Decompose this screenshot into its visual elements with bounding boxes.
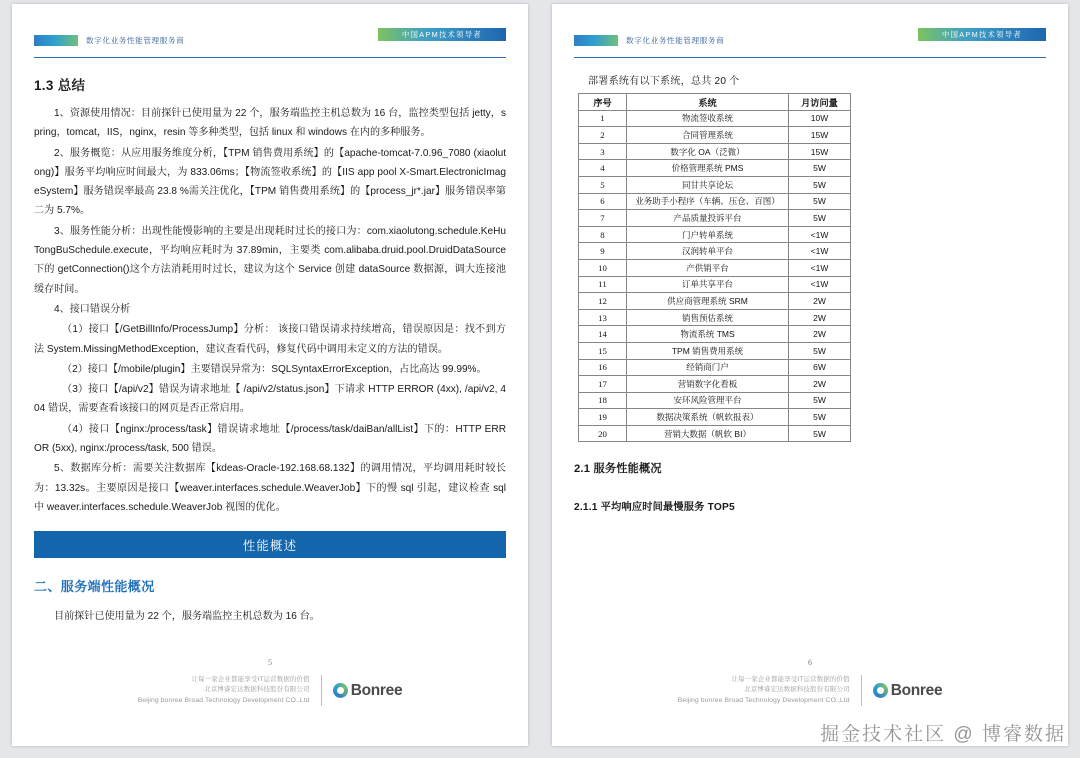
header-title: 数字化业务性能管理服务商 (86, 36, 185, 45)
page-footer-right (574, 658, 1046, 706)
table-body (579, 110, 851, 442)
cell-monthly-visits: 5W (789, 176, 851, 193)
table-row (579, 293, 851, 310)
section-title-1-3: 1.3 总结 (34, 78, 86, 93)
table-row (579, 210, 851, 227)
cell-monthly-visits: 15W (789, 127, 851, 144)
cell-monthly-visits: 10W (789, 110, 851, 127)
footer-company-en: Beijing bonree Broad Technology Development CO.,Ltd (677, 697, 850, 704)
cell-monthly-visits: <1W (789, 243, 851, 260)
cell-index: 5 (579, 176, 627, 193)
cell-index: 15 (579, 342, 627, 359)
footer-brand (333, 682, 403, 700)
header-badge: 中国APM技术领导者 (918, 28, 1046, 41)
cell-system-name: 营销数字化看板 (627, 376, 789, 393)
cell-index: 17 (579, 376, 627, 393)
page-footer-left (34, 658, 506, 706)
footer-divider (861, 675, 862, 706)
cell-monthly-visits: <1W (789, 276, 851, 293)
cell-index: 14 (579, 326, 627, 343)
bonree-gradient-logo-icon (574, 35, 618, 46)
table-column-header-1: 系统 (627, 94, 789, 111)
cell-index: 9 (579, 243, 627, 260)
document-page-right (552, 4, 1068, 746)
cell-system-name: 业务助手小程序（车辆、压仓、百图） (627, 193, 789, 210)
cell-system-name: 销售预估系统 (627, 309, 789, 326)
footer-company-cn: 北京博睿宏达数据科技股份有限公司 (204, 686, 310, 693)
header-title: 数字化业务性能管理服务商 (626, 36, 725, 45)
table-row (579, 309, 851, 326)
table-row (579, 226, 851, 243)
sub-item-4: （4）接口【nginx:/process/task】错误请求地址【/process/task/daiBan/allList】下的：HTTP ERROR (5xx), nginx:/process/task, 500 错误。 (34, 423, 506, 455)
cell-monthly-visits: 5W (789, 342, 851, 359)
cell-system-name: 产供销平台 (627, 259, 789, 276)
table-row (579, 276, 851, 293)
footer-slogan: 让每一家企业都能享受IT运营数据的价值 (731, 676, 850, 683)
footer-company-cn: 北京博睿宏达数据科技股份有限公司 (744, 686, 850, 693)
watermark: 掘金技术社区 @ 博睿数据 (820, 724, 1066, 745)
cell-system-name: 安环风险管理平台 (627, 392, 789, 409)
brand-name: Bonree (350, 681, 403, 699)
bonree-circle-logo-icon (873, 683, 888, 698)
cell-index: 18 (579, 392, 627, 409)
cell-system-name: 同甘共享论坛 (627, 176, 789, 193)
table-row (579, 259, 851, 276)
cell-system-name: 数据决策系统（帆软报表） (627, 409, 789, 426)
header-badge: 中国APM技术领导者 (378, 28, 506, 41)
paragraph-3: 3、服务性能分析：出现性能慢影响的主要是出现耗时过长的接口为：com.xiaolutong.schedule.KeHuTongBuSchedule.execute，平均响应耗时为 37.89min，主要类 com.alibaba.druid.pool.DruidDataSource 下的 getConnection()这个方法消耗用时过长，建议为这个 Service 创建 dataSource 数据源，调大连接池缓存时间。 (34, 225, 506, 295)
table-row (579, 127, 851, 144)
cell-index: 11 (579, 276, 627, 293)
cell-index: 6 (579, 193, 627, 210)
cell-monthly-visits: 6W (789, 359, 851, 376)
page-number: 6 (808, 658, 812, 667)
table-row (579, 243, 851, 260)
cell-index: 7 (579, 210, 627, 227)
cell-index: 4 (579, 160, 627, 177)
paragraph-1: 1、资源使用情况：目前探针已使用量为 22 个，服务端监控主机总数为 16 台，监控类型包括 jetty，spring，tomcat，IIS，nginx，resin 等多种类型，包括 linux 和 windows 在内的多种服务。 (34, 108, 506, 139)
footer-company-en: Beijing bonree Broad Technology Development CO.,Ltd (137, 697, 310, 704)
table-row (579, 326, 851, 343)
footer-slogan: 让每一家企业都能享受IT运营数据的价值 (191, 676, 310, 683)
cell-system-name: 产品质量投诉平台 (627, 210, 789, 227)
cell-index: 16 (579, 359, 627, 376)
cell-monthly-visits: 2W (789, 293, 851, 310)
bonree-gradient-logo-icon (34, 35, 78, 46)
table-header-row (579, 94, 851, 111)
cell-system-name: 汉润转单平台 (627, 243, 789, 260)
cell-monthly-visits: <1W (789, 226, 851, 243)
table-row (579, 359, 851, 376)
table-row (579, 110, 851, 127)
cell-monthly-visits: 5W (789, 160, 851, 177)
cell-system-name: 门户转单系统 (627, 226, 789, 243)
cell-monthly-visits: 2W (789, 376, 851, 393)
paragraph-4: 4、接口错误分析 (54, 303, 131, 315)
table-row (579, 425, 851, 442)
cell-monthly-visits: 15W (789, 143, 851, 160)
cell-index: 13 (579, 309, 627, 326)
cell-system-name: 营销大数据（帆软 BI） (627, 425, 789, 442)
cell-system-name: 数字化 OA（泛微） (627, 143, 789, 160)
sub-item-2: （2）接口【/mobile/plugin】主要错误异常为：SQLSyntaxErrorException，占比高达 99.99%。 (62, 363, 487, 375)
sub-item-1: （1）接口【/GetBillInfo/ProcessJump】分析： 该接口错误请求持续增高，错误原因是：找不到方法 System.MissingMethodException，建议查看代码，修复代码中调用未定义的方法的错误。 (34, 324, 506, 355)
brand-name: Bonree (890, 681, 943, 699)
table-row (579, 143, 851, 160)
cell-index: 2 (579, 127, 627, 144)
cell-monthly-visits: 5W (789, 425, 851, 442)
cell-index: 8 (579, 226, 627, 243)
table-row (579, 193, 851, 210)
cell-index: 19 (579, 409, 627, 426)
cell-system-name: 订单共享平台 (627, 276, 789, 293)
cell-index: 10 (579, 259, 627, 276)
cell-system-name: 物流系统 TMS (627, 326, 789, 343)
cell-index: 12 (579, 293, 627, 310)
cell-monthly-visits: 2W (789, 309, 851, 326)
document-page-left (12, 4, 528, 746)
bonree-circle-logo-icon (333, 683, 348, 698)
table-row (579, 176, 851, 193)
chapter-title-2: 二、服务端性能概况 (34, 579, 155, 595)
cell-monthly-visits: 5W (789, 392, 851, 409)
table-row (579, 376, 851, 393)
subsection-title-2-1-1: 2.1.1 平均响应时间最慢服务 TOP5 (574, 502, 735, 514)
page-number: 5 (268, 658, 272, 667)
page-header (574, 24, 1046, 58)
cell-monthly-visits: 5W (789, 409, 851, 426)
cell-index: 20 (579, 425, 627, 442)
paragraph-2: 2、服务概览：从应用服务维度分析，【TPM 销售费用系统】的【apache-tomcat-7.0.96_7080 (xiaolutong)】服务平均响应时间最大，为 833.06ms；【物流签收系统】的【IIS app pool X-Smart.ElectronicImageSystem】服务错误率最高 23.8 %需关注优化，【TPM 销售费用系统】的【process_jr*.jar】服务错误率第二为 5.7%。 (34, 147, 506, 217)
table-column-header-0: 序号 (579, 94, 627, 111)
table-caption: 部署系统有以下系统，总共 20 个 (588, 76, 740, 87)
footer-brand (873, 682, 943, 700)
table-row (579, 160, 851, 177)
deployed-systems-table (578, 93, 851, 442)
cell-monthly-visits: 5W (789, 210, 851, 227)
table-row (579, 392, 851, 409)
page-header (34, 24, 506, 58)
cell-index: 1 (579, 110, 627, 127)
cell-monthly-visits: 2W (789, 326, 851, 343)
cell-system-name: 价格管理系统 PMS (627, 160, 789, 177)
cell-index: 3 (579, 143, 627, 160)
table-row (579, 409, 851, 426)
cell-system-name: 经销商门户 (627, 359, 789, 376)
performance-overview-banner: 性能概述 (34, 531, 506, 558)
table-row (579, 342, 851, 359)
cell-system-name: 合同管理系统 (627, 127, 789, 144)
cell-system-name: 供应商管理系统 SRM (627, 293, 789, 310)
cell-monthly-visits: 5W (789, 193, 851, 210)
section-title-2-1: 2.1 服务性能概况 (574, 463, 662, 476)
footer-divider (321, 675, 322, 706)
sub-item-3: （3）接口【/api/v2】错误为请求地址【 /api/v2/status.json】下请求 HTTP ERROR (4xx), /api/v2, 404 错误，需要查看该接口的网页是否正常启用。 (34, 384, 506, 415)
chapter-lead-text: 目前探针已使用量为 22 个，服务端监控主机总数为 16 台。 (54, 611, 320, 623)
cell-system-name: TPM 销售费用系统 (627, 342, 789, 359)
paragraph-5: 5、数据库分析：需要关注数据库【kdeas-Oracle-192.168.68.132】的调用情况，平均调用耗时较长为：13.32s。主要原因是接口【weaver.interfaces.schedule.WeaverJob】下的慢 sql 引起，建议检查 sql 中 weaver.interfaces.schedule.WeaverJob 视图的优化。 (34, 463, 506, 513)
table-column-header-2: 月访问量 (789, 94, 851, 111)
cell-system-name: 物流签收系统 (627, 110, 789, 127)
cell-monthly-visits: <1W (789, 259, 851, 276)
